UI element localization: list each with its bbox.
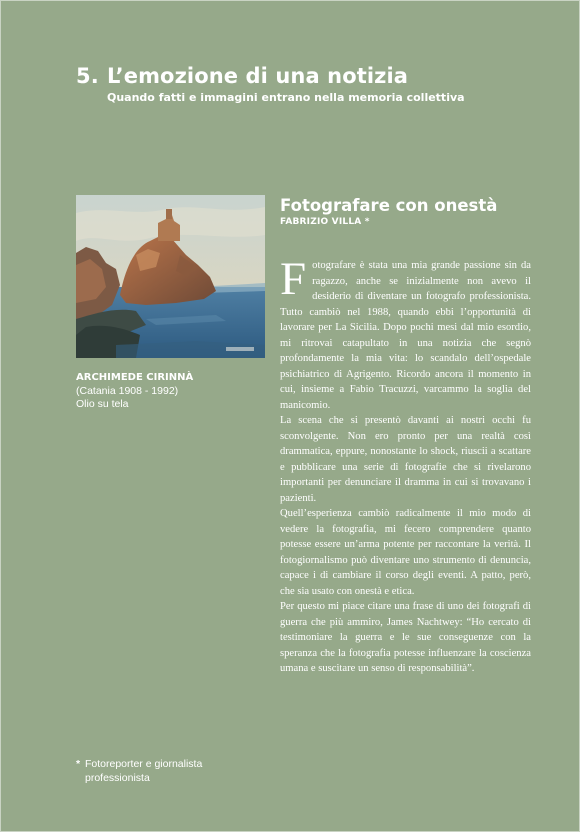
article-paragraph: La scena che si presentò davanti ai nostri occhi fu sconvolgente. Non ero pronto per una realtà così drammatica, eppure, nonostante lo shock, riuscii a scattare e pubblicare una serie di fotografie che si rivelarono importanti per denunciare il dramma in cui si trovavano i pazienti. — [280, 415, 531, 504]
article-title: Fotografare con onestà — [280, 196, 498, 215]
article — [280, 196, 531, 677]
chapter-number: 5. — [76, 64, 99, 88]
article-body — [280, 253, 531, 677]
article-paragraph: Per questo mi piace citare una frase di uno dei fotografi di guerra che più ammiro, James Nachtwey: “Ho cercato di testimoniare la guerra e le sue conseguenze con la speranza che la fotografia potesse influenzare la coscienza umana e suscitare un senso di responsabilità”. — [280, 601, 531, 674]
footnote-marker: * — [76, 758, 81, 770]
article-author: FABRIZIO VILLA * — [280, 217, 370, 227]
footnote-line-1: Fotoreporter e giornalista — [85, 758, 203, 770]
artwork-caption — [76, 371, 266, 412]
article-paragraph — [280, 253, 531, 413]
artwork-medium: Olio su tela — [76, 398, 129, 410]
artwork-dates: (Catania 1908 - 1992) — [76, 384, 179, 397]
chapter-subtitle: Quando fatti e immagini entrano nella memoria collettiva — [107, 91, 465, 104]
chapter-title-text: L’emozione di una notizia — [107, 64, 409, 88]
article-paragraph: Quell’esperienza cambiò radicalmente il mio modo di vedere la fotografia, mi fecero comprendere quanto potesse essere un’arma potente per raccontare la verità. Il fotogiornalismo può diventare uno strumento di denuncia, capace i di cambiare il corso degli eventi. A patto, però, che sia usato con onestà e etica. — [280, 508, 531, 597]
footnote — [76, 757, 266, 785]
drop-cap: F — [280, 253, 307, 305]
chapter-header — [76, 63, 546, 105]
footnote-line-2: professionista — [85, 772, 150, 784]
artwork-artist: ARCHIMEDE CIRINNÀ — [76, 372, 194, 383]
painting-image — [76, 195, 265, 358]
chapter-title — [76, 63, 546, 89]
paragraph-text: otografare è stata una mia grande passione sin da ragazzo, anche se inizialmente non avevo il desiderio di diventare un fotografo professionista. Tutto cambiò nel 1988, quando ebbi l’opportunità di lavorare per La Sicilia. Dopo pochi mesi dal mio esordio, mi ritrovai catapultato in una notizia che segnò profondamente la mia vita: lo scandalo dell’ospedale psichiatrico di Agrigento. Ricordo ancora il momento in cui, insieme a Fabio Tracuzzi, varcammo la soglia del manicomio. — [280, 260, 531, 411]
